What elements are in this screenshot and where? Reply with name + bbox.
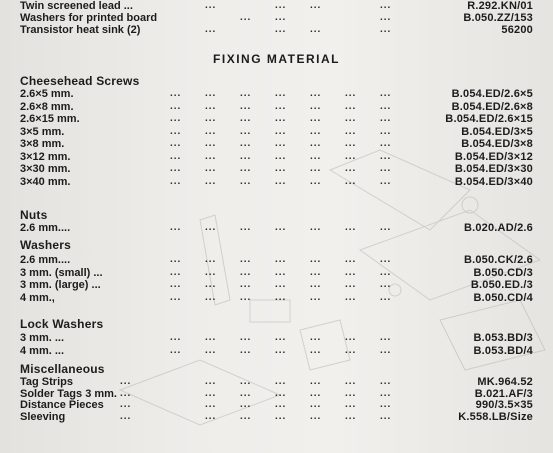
item-label: 3×12 mm. <box>20 151 71 163</box>
part-code: B.050.ED./3 <box>470 279 533 291</box>
leader-dots: ... <box>380 345 392 356</box>
leader-dots: ... <box>170 345 182 356</box>
leader-dots: ... <box>310 176 322 187</box>
leader-dots: ... <box>205 138 217 149</box>
leader-dots: ... <box>310 411 322 422</box>
leader-dots: ... <box>275 113 287 124</box>
part-code: B.054.ED/3×12 <box>454 151 533 163</box>
leader-dots: ... <box>275 101 287 112</box>
leader-dots: ... <box>205 254 217 265</box>
part-row <box>0 112 553 126</box>
leader-dots: ... <box>120 399 132 410</box>
leader-dots: ... <box>205 332 217 343</box>
leader-dots: ... <box>310 267 322 278</box>
leader-dots: ... <box>120 411 132 422</box>
leader-dots: ... <box>205 411 217 422</box>
item-label: Twin screened lead ... <box>20 0 133 12</box>
leader-dots: ... <box>240 138 252 149</box>
leader-dots: ... <box>380 88 392 99</box>
leader-dots: ... <box>380 151 392 162</box>
leader-dots: ... <box>345 113 357 124</box>
leader-dots: ... <box>170 292 182 303</box>
leader-dots: ... <box>275 176 287 187</box>
leader-dots: ... <box>170 222 182 233</box>
leader-dots: ... <box>120 388 132 399</box>
top-row <box>0 23 553 37</box>
item-label: 2.6×8 mm. <box>20 101 74 113</box>
leader-dots: ... <box>240 292 252 303</box>
leader-dots: ... <box>345 345 357 356</box>
leader-dots: ... <box>345 163 357 174</box>
leader-dots: ... <box>380 222 392 233</box>
leader-dots: ... <box>275 254 287 265</box>
leader-dots: ... <box>170 254 182 265</box>
group-heading: Washers <box>20 238 71 252</box>
leader-dots: ... <box>310 222 322 233</box>
leader-dots: ... <box>240 163 252 174</box>
leader-dots: ... <box>345 267 357 278</box>
leader-dots: ... <box>170 267 182 278</box>
leader-dots: ... <box>275 12 287 23</box>
leader-dots: ... <box>275 399 287 410</box>
leader-dots: ... <box>205 345 217 356</box>
leader-dots: ... <box>275 0 287 11</box>
leader-dots: ... <box>345 101 357 112</box>
leader-dots: ... <box>380 411 392 422</box>
part-code: B.050.ZZ/153 <box>463 12 533 24</box>
leader-dots: ... <box>205 279 217 290</box>
leader-dots: ... <box>205 292 217 303</box>
leader-dots: ... <box>170 138 182 149</box>
leader-dots: ... <box>240 376 252 387</box>
item-label: 2.6 mm.... <box>20 254 71 266</box>
part-row <box>0 344 553 358</box>
leader-dots: ... <box>310 292 322 303</box>
leader-dots: ... <box>380 163 392 174</box>
part-code: B.020.AD/2.6 <box>463 222 533 234</box>
leader-dots: ... <box>275 267 287 278</box>
leader-dots: ... <box>240 113 252 124</box>
leader-dots: ... <box>275 222 287 233</box>
leader-dots: ... <box>310 151 322 162</box>
item-label: Washers for printed board <box>20 12 158 24</box>
item-label: 3×30 mm. <box>20 163 71 175</box>
part-code: B.054.ED/3×5 <box>461 126 533 138</box>
leader-dots: ... <box>380 0 392 11</box>
leader-dots: ... <box>205 163 217 174</box>
leader-dots: ... <box>275 138 287 149</box>
leader-dots: ... <box>205 176 217 187</box>
group-heading: Nuts <box>20 208 48 222</box>
leader-dots: ... <box>380 254 392 265</box>
leader-dots: ... <box>240 254 252 265</box>
part-code: B.054.ED/2.6×15 <box>445 113 533 125</box>
item-label: 3 mm. (small) ... <box>20 267 103 279</box>
leader-dots: ... <box>310 254 322 265</box>
leader-dots: ... <box>205 376 217 387</box>
part-row <box>0 291 553 305</box>
leader-dots: ... <box>275 332 287 343</box>
leader-dots: ... <box>205 126 217 137</box>
part-row <box>0 162 553 176</box>
group-heading: Miscellaneous <box>20 362 105 376</box>
group-heading: Lock Washers <box>20 317 104 331</box>
part-code: B.050.CD/4 <box>473 292 533 304</box>
item-label: Tag Strips <box>20 376 73 388</box>
part-code: B.053.BD/3 <box>473 332 533 344</box>
leader-dots: ... <box>380 332 392 343</box>
leader-dots: ... <box>380 388 392 399</box>
leader-dots: ... <box>205 399 217 410</box>
leader-dots: ... <box>240 222 252 233</box>
leader-dots: ... <box>345 222 357 233</box>
group-heading: Cheesehead Screws <box>20 74 140 88</box>
leader-dots: ... <box>275 376 287 387</box>
leader-dots: ... <box>205 222 217 233</box>
leader-dots: ... <box>310 126 322 137</box>
item-label: Sleeving <box>20 411 66 423</box>
leader-dots: ... <box>380 113 392 124</box>
leader-dots: ... <box>345 126 357 137</box>
leader-dots: ... <box>345 176 357 187</box>
leader-dots: ... <box>240 332 252 343</box>
leader-dots: ... <box>170 88 182 99</box>
leader-dots: ... <box>310 163 322 174</box>
item-label: 4 mm. ... <box>20 345 65 357</box>
leader-dots: ... <box>345 151 357 162</box>
leader-dots: ... <box>240 88 252 99</box>
leader-dots: ... <box>275 292 287 303</box>
leader-dots: ... <box>310 138 322 149</box>
leader-dots: ... <box>275 411 287 422</box>
leader-dots: ... <box>380 399 392 410</box>
part-code: B.021.AF/3 <box>474 388 533 400</box>
leader-dots: ... <box>275 163 287 174</box>
item-label: 3×40 mm. <box>20 176 71 188</box>
part-code: B.054.ED/2.6×8 <box>451 101 533 113</box>
leader-dots: ... <box>120 376 132 387</box>
leader-dots: ... <box>345 88 357 99</box>
leader-dots: ... <box>240 267 252 278</box>
part-row <box>0 331 553 345</box>
leader-dots: ... <box>170 332 182 343</box>
leader-dots: ... <box>170 279 182 290</box>
leader-dots: ... <box>240 279 252 290</box>
leader-dots: ... <box>275 24 287 35</box>
leader-dots: ... <box>380 376 392 387</box>
leader-dots: ... <box>310 345 322 356</box>
part-row <box>0 410 553 424</box>
leader-dots: ... <box>240 345 252 356</box>
item-label: Solder Tags 3 mm. <box>20 388 117 400</box>
leader-dots: ... <box>240 151 252 162</box>
part-code: B.054.ED/2.6×5 <box>451 88 533 100</box>
leader-dots: ... <box>275 126 287 137</box>
leader-dots: ... <box>275 151 287 162</box>
leader-dots: ... <box>345 254 357 265</box>
leader-dots: ... <box>310 113 322 124</box>
leader-dots: ... <box>310 88 322 99</box>
leader-dots: ... <box>170 163 182 174</box>
part-code: R.292.KN/01 <box>467 0 533 12</box>
leader-dots: ... <box>310 376 322 387</box>
item-label: 2.6×15 mm. <box>20 113 80 125</box>
part-row <box>0 221 553 235</box>
item-label: Distance Pieces <box>20 399 104 411</box>
leader-dots: ... <box>380 292 392 303</box>
leader-dots: ... <box>345 376 357 387</box>
leader-dots: ... <box>205 267 217 278</box>
part-code: B.050.CD/3 <box>473 267 533 279</box>
part-row <box>0 278 553 292</box>
leader-dots: ... <box>205 113 217 124</box>
leader-dots: ... <box>310 332 322 343</box>
leader-dots: ... <box>345 292 357 303</box>
part-row <box>0 87 553 101</box>
part-code: 990/3.5×35 <box>475 399 533 411</box>
leader-dots: ... <box>380 101 392 112</box>
leader-dots: ... <box>170 176 182 187</box>
leader-dots: ... <box>310 279 322 290</box>
leader-dots: ... <box>275 88 287 99</box>
leader-dots: ... <box>240 101 252 112</box>
part-code: B.054.ED/3×8 <box>461 138 533 150</box>
item-label: 3×8 mm. <box>20 138 65 150</box>
leader-dots: ... <box>310 24 322 35</box>
item-label: 3×5 mm. <box>20 126 65 138</box>
part-row <box>0 137 553 151</box>
leader-dots: ... <box>205 24 217 35</box>
leader-dots: ... <box>240 411 252 422</box>
leader-dots: ... <box>380 126 392 137</box>
leader-dots: ... <box>345 279 357 290</box>
part-code: B.054.ED/3×40 <box>454 176 533 188</box>
leader-dots: ... <box>240 126 252 137</box>
item-label: 2.6 mm.... <box>20 222 71 234</box>
leader-dots: ... <box>345 411 357 422</box>
leader-dots: ... <box>240 399 252 410</box>
leader-dots: ... <box>240 388 252 399</box>
leader-dots: ... <box>170 113 182 124</box>
leader-dots: ... <box>170 101 182 112</box>
leader-dots: ... <box>380 267 392 278</box>
part-code: B.054.ED/3×30 <box>454 163 533 175</box>
leader-dots: ... <box>170 151 182 162</box>
leader-dots: ... <box>205 0 217 11</box>
part-code: B.050.CK/2.6 <box>463 254 533 266</box>
leader-dots: ... <box>205 151 217 162</box>
leader-dots: ... <box>380 279 392 290</box>
leader-dots: ... <box>345 138 357 149</box>
leader-dots: ... <box>380 138 392 149</box>
leader-dots: ... <box>345 332 357 343</box>
leader-dots: ... <box>275 388 287 399</box>
leader-dots: ... <box>310 399 322 410</box>
leader-dots: ... <box>170 126 182 137</box>
item-label: 3 mm. ... <box>20 332 65 344</box>
leader-dots: ... <box>380 176 392 187</box>
leader-dots: ... <box>205 388 217 399</box>
item-label: 4 mm., <box>20 292 55 304</box>
leader-dots: ... <box>275 279 287 290</box>
part-code: MK.964.52 <box>477 376 533 388</box>
leader-dots: ... <box>310 0 322 11</box>
item-label: 2.6×5 mm. <box>20 88 74 100</box>
part-code: 56200 <box>501 24 533 36</box>
leader-dots: ... <box>345 399 357 410</box>
leader-dots: ... <box>380 24 392 35</box>
leader-dots: ... <box>205 101 217 112</box>
leader-dots: ... <box>240 176 252 187</box>
leader-dots: ... <box>380 12 392 23</box>
part-row <box>0 253 553 267</box>
part-code: B.053.BD/4 <box>473 345 533 357</box>
item-label: Transistor heat sink (2) <box>20 24 141 36</box>
part-row <box>0 175 553 189</box>
leader-dots: ... <box>345 388 357 399</box>
leader-dots: ... <box>240 12 252 23</box>
leader-dots: ... <box>205 88 217 99</box>
leader-dots: ... <box>310 388 322 399</box>
part-code: K.558.LB/Size <box>458 411 533 423</box>
item-label: 3 mm. (large) ... <box>20 279 101 291</box>
leader-dots: ... <box>275 345 287 356</box>
leader-dots: ... <box>310 101 322 112</box>
section-title: FIXING MATERIAL <box>213 52 340 66</box>
